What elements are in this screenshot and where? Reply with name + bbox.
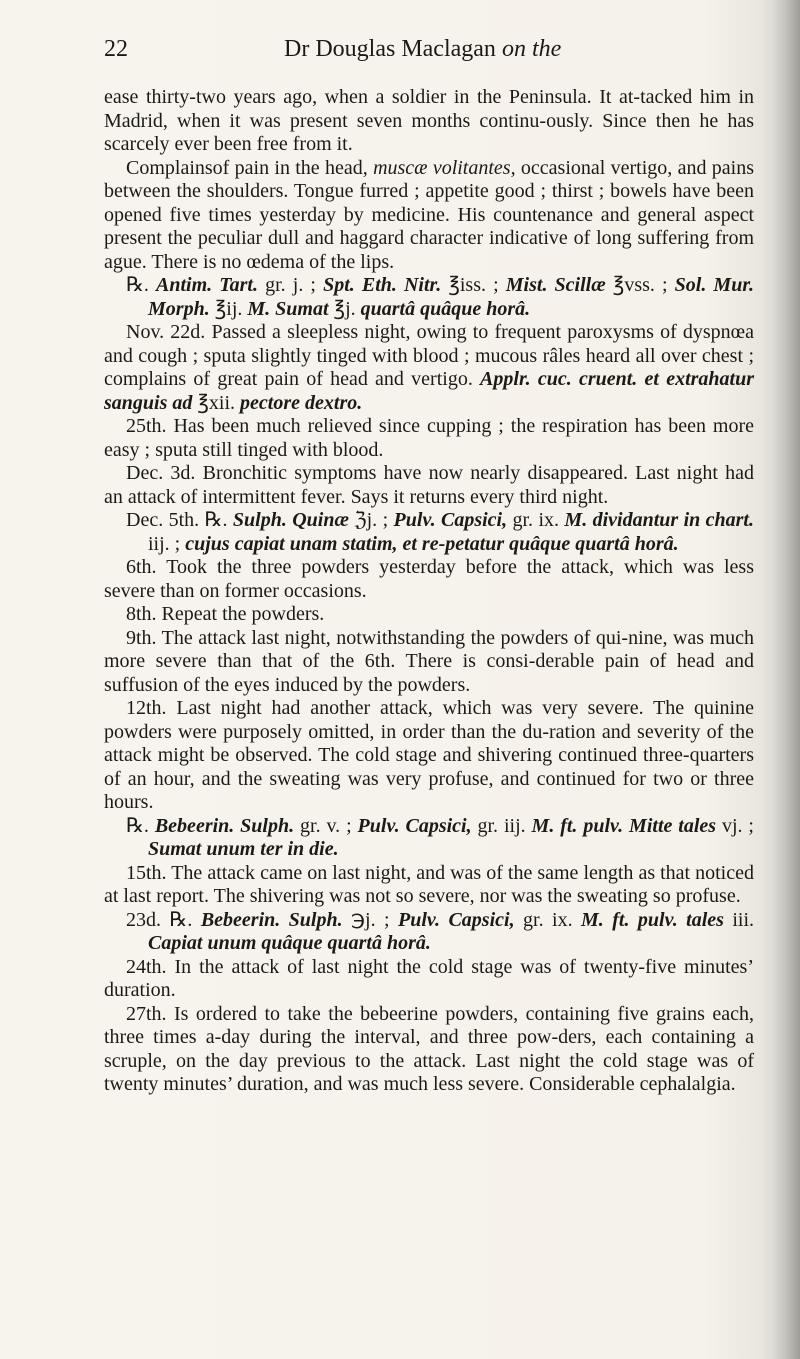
latin-text-run: Antim. Tart. — [156, 274, 258, 296]
text-paragraph — [104, 1003, 754, 1097]
latin-text-run: M. ft. pulv. Mitte tales — [531, 814, 717, 837]
text-run: gr. ix. — [507, 509, 565, 531]
text-run: vj. ; — [716, 814, 754, 837]
text-paragraph — [104, 415, 754, 462]
latin-text-run: pectore dextro. — [240, 391, 363, 414]
latin-text-run: Sol. Mur. Morph. — [148, 274, 755, 320]
latin-text-run: M. dividantur in chart. — [564, 509, 754, 531]
text-run: gr. iij. — [471, 814, 532, 837]
text-paragraph — [104, 556, 754, 603]
prescription-paragraph — [126, 909, 754, 956]
latin-text-run: M. Sumat — [247, 297, 329, 320]
text-paragraph — [104, 321, 754, 415]
text-run: ease thirty-two years ago, when a soldier in the Peninsula. It at-tacked him in Madrid, when it was present seven months continu-ously. Since then he has scarcely ever been free from it. — [104, 86, 754, 155]
prescription-paragraph — [126, 509, 754, 556]
latin-text-run: Mist. Scillæ — [505, 274, 606, 296]
text-run: Dec. 3d. Bronchitic symptoms have now nearly disappeared. Last night had an attack of intermittent fever. Says it returns every third night. — [104, 462, 754, 508]
latin-text-run: M. ft. pulv. tales — [581, 908, 724, 931]
latin-text-run: Applr. cuc. cruent. et extrahatur sanguis ad — [104, 368, 754, 414]
text-paragraph — [104, 627, 754, 698]
running-head-italic: on the — [501, 36, 562, 62]
latin-text-run: Capiat unum quâque quartâ horâ. — [148, 932, 431, 954]
page-header — [104, 36, 744, 72]
text-run: 24th. In the attack of last night the cold stage was of twenty-five minutes’ duration. — [104, 955, 754, 1001]
text-run: 9th. The attack last night, notwithstanding the powders of qui-nine, was much more severe than that of the 6th. There is consi-derable pain of head and suffusion of the eyes induced by the powders. — [104, 626, 754, 696]
text-run: ℥j. — [328, 297, 361, 320]
latin-text-run: muscæ volitantes, — [373, 156, 516, 179]
text-run: ℥xii. — [192, 391, 241, 414]
text-run: 23d. ℞. — [126, 908, 201, 931]
body-text — [104, 86, 754, 1097]
latin-text-run: Sulph. Quinæ — [232, 509, 349, 531]
page-number: 22 — [104, 36, 128, 62]
text-run: 15th. The attack came on last night, and was of the same length as that noticed at last report. The shivering was not so severe, nor was the sweating so profuse. — [104, 861, 754, 907]
text-run: Dec. 5th. ℞. — [126, 509, 233, 531]
text-paragraph — [104, 462, 754, 509]
text-paragraph — [104, 603, 754, 627]
latin-text-run: Pulv. Capsici, — [357, 814, 472, 837]
latin-text-run: Bebeerin. Sulph. — [154, 814, 295, 837]
latin-text-run: Pulv. Capsici, — [393, 509, 508, 531]
text-run: 25th. Has been much relieved since cupping ; the respiration has been more easy ; sputa still tinged with blood. — [104, 415, 754, 461]
running-head — [284, 36, 561, 63]
text-run: gr. j. ; — [258, 274, 324, 296]
prescription-paragraph — [126, 274, 754, 321]
latin-text-run: Pulv. Capsici, — [398, 908, 515, 931]
page-edge-shadow — [772, 0, 800, 1359]
text-run: 12th. Last night had another attack, which was very severe. The quinine powders were purposely omitted, in order than the du-ration and severity of the attack might be observed. The cold stage and shivering continued three-quarters of an hour, and the sweating was very profuse, and continued for two or three hours. — [104, 697, 754, 813]
latin-text-run: Bebeerin. Sulph. — [200, 908, 343, 931]
text-run: ℞. — [126, 274, 157, 296]
latin-text-run: Sumat unum ter in die. — [148, 838, 339, 860]
text-run: occasional vertigo, and pains between the shoulders. Tongue furred ; appetite good ; thirst ; bowels have been opened five times yesterday by medicine. His countenance and general aspect present the peculiar dull and haggard character indicative of long suffering from ague. There is no œdema of the lips. — [104, 156, 754, 273]
text-run: 6th. Took the three powders yesterday before the attack, which was less severe than on former occasions. — [104, 556, 754, 602]
text-run: ℈j. ; — [342, 908, 398, 931]
text-paragraph — [104, 862, 754, 909]
text-paragraph — [104, 697, 754, 815]
text-run: ℥ij. — [209, 297, 248, 320]
text-run: Complainsof pain in the head, — [126, 156, 374, 179]
prescription-paragraph — [126, 815, 754, 862]
text-run: 27th. Is ordered to take the bebeerine powders, containing five grains each, three times a-day during the interval, and three pow-ders, each containing a scruple, on the day previous to the attack. Last night the cold stage was of twenty minutes’ duration, and was much less severe. Considerable cephalalgia. — [104, 1002, 754, 1095]
text-run: Nov. 22d. Passed a sleepless night, owing to frequent paroxysms of dyspnœa and cough ; sputa slightly tinged with blood ; mucous râles heard all over chest ; complains of great pain of head and vertigo. — [104, 321, 754, 390]
running-head-title: Dr Douglas Maclagan — [284, 36, 502, 62]
text-paragraph — [104, 157, 754, 275]
text-paragraph — [104, 956, 754, 1003]
text-run: iij. ; — [148, 532, 186, 555]
text-run: ℨj. ; — [348, 509, 394, 531]
text-run: gr. ix. — [514, 908, 582, 931]
text-run: ℥iss. ; — [441, 274, 506, 296]
text-paragraph — [104, 86, 754, 157]
text-run: ℞. — [126, 814, 155, 837]
text-run: iii. — [723, 908, 755, 931]
latin-text-run: quartâ quâque horâ. — [360, 297, 531, 320]
text-run: gr. v. ; — [294, 814, 358, 837]
latin-text-run: cujus capiat unam statim, et re-petatur quâque quartâ horâ. — [185, 532, 679, 555]
latin-text-run: Spt. Eth. Nitr. — [323, 274, 442, 296]
text-run: ℥vss. ; — [605, 274, 675, 296]
text-run: 8th. Repeat the powders. — [126, 603, 325, 625]
